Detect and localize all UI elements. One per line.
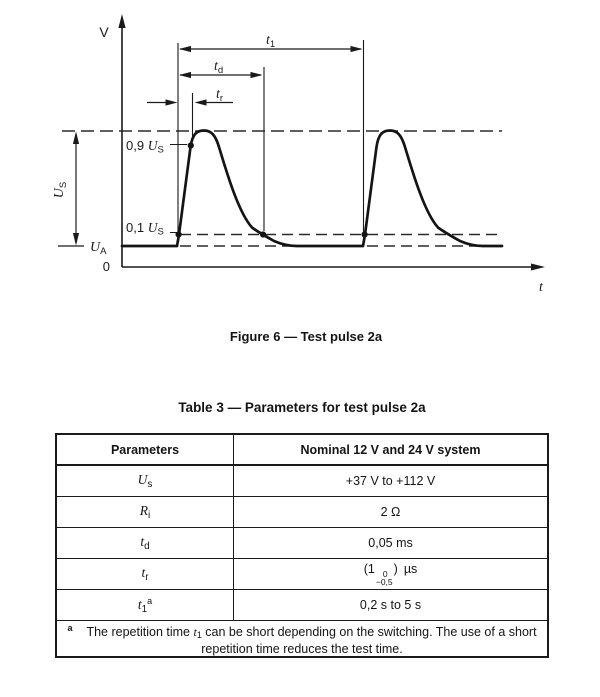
tr-label: tr: [216, 87, 224, 104]
y-axis-label: V: [99, 24, 109, 40]
table-row-td: [56, 528, 548, 559]
value-t1: 0,2 s to 5 s: [234, 590, 549, 621]
level-09us-label: 0,9 US: [126, 138, 164, 156]
x-axis-label: t: [539, 280, 543, 295]
footnote-marker: a: [67, 623, 73, 633]
table-header-row: [56, 434, 548, 465]
t1-arrowhead-right: [351, 46, 363, 52]
param-us: $U_s$: [56, 465, 234, 497]
param-tr: $t_r$: [56, 559, 234, 590]
value-tr: (1 0 −0,5 ) µs: [234, 559, 549, 590]
waveform-curve: [122, 131, 502, 247]
test-pulse-figure: [0, 0, 600, 310]
param-td: $t_d$: [56, 528, 234, 559]
value-td: 0,05 ms: [234, 528, 549, 559]
table-row-t1: [56, 590, 548, 621]
us-arrowhead-up: [73, 132, 79, 145]
value-us: +37 V to +112 V: [234, 465, 549, 497]
figure-caption: Figure 6 — Test pulse 2a: [229, 329, 383, 344]
table-row-ri: [56, 497, 548, 528]
x-axis-arrowhead: [531, 264, 545, 271]
header-parameters: Parameters: [56, 434, 234, 465]
tr-arrowhead-left-pointing: [195, 99, 207, 105]
table-row-us: [56, 465, 548, 497]
table-footnote-row: [56, 621, 548, 658]
dot-01us-rise-2: [362, 231, 368, 237]
y-axis-arrowhead: [118, 14, 125, 28]
t1-arrowhead-left: [179, 46, 191, 52]
us-axis-label: US: [52, 181, 69, 199]
param-ri: $R_i$: [56, 497, 234, 528]
footnote-cell: $^a$ The repetition time t1 can be short depending on the switching. The use of a short repetition time reduces the test time.: [56, 621, 548, 658]
parameters-table: [55, 433, 549, 658]
ua-label: UA: [90, 240, 107, 257]
origin-label: 0: [102, 259, 110, 274]
dot-09us-rise-1: [188, 142, 194, 148]
level-01us-label: 0,1 US: [126, 220, 164, 238]
param-t1: $t_1^a$: [56, 590, 234, 621]
td-arrowhead-left: [179, 72, 191, 78]
value-ri: 2 Ω: [234, 497, 549, 528]
dot-01us-fall-1: [260, 231, 266, 237]
us-arrowhead-down: [73, 233, 79, 246]
header-system: Nominal 12 V and 24 V system: [234, 434, 549, 465]
td-label: td: [214, 59, 224, 76]
table-title: Table 3 — Parameters for test pulse 2a: [178, 400, 426, 415]
tolerance-stack: 0 −0,5: [375, 568, 393, 587]
t1-label: t1: [266, 33, 276, 50]
dot-01us-rise-1: [176, 231, 182, 237]
table-row-tr: [56, 559, 548, 590]
tr-arrowhead-right-pointing: [166, 99, 178, 105]
td-arrowhead-right: [251, 72, 263, 78]
